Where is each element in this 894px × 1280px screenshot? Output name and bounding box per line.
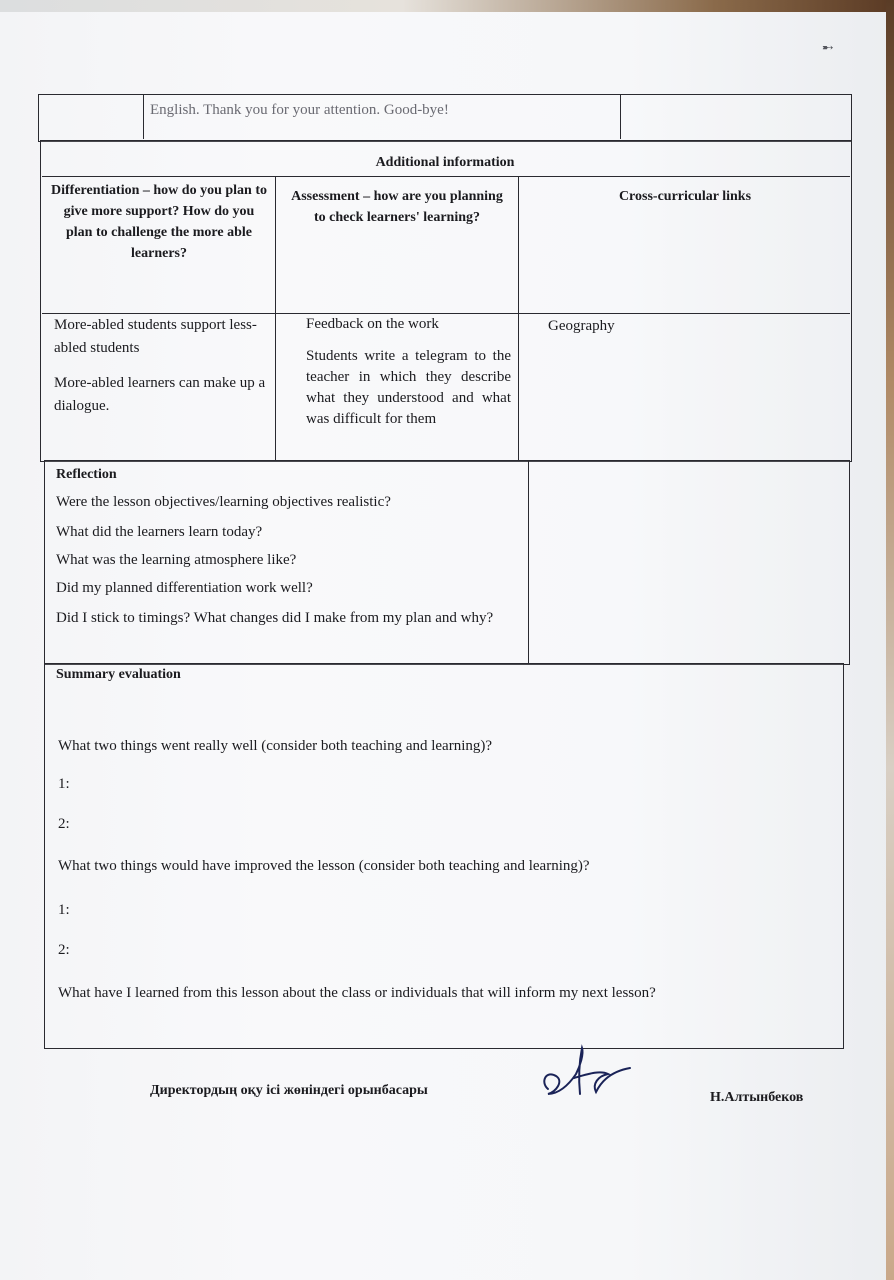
summary-question-3: What have I learned from this lesson about the class or individuals that will inform my next lesson? bbox=[58, 985, 656, 1001]
column-divider-2 bbox=[518, 176, 519, 460]
reflection-question: What did the learners learn today? bbox=[56, 524, 263, 540]
column-divider-1 bbox=[275, 176, 276, 460]
reflection-title: Reflection bbox=[56, 467, 117, 482]
signatory-name: Н.Алтынбеков bbox=[710, 1090, 804, 1105]
top-row-text: English. Thank you for your attention. Good-bye! bbox=[150, 102, 449, 118]
differentiation-text-2: More-abled learners can make up a dialogue. bbox=[54, 375, 266, 414]
assessment-text-1: Feedback on the work bbox=[306, 316, 439, 332]
summary-title: Summary evaluation bbox=[56, 667, 181, 682]
differentiation-text-1: More-abled students support less-abled students bbox=[54, 317, 257, 356]
summary-question-1: What two things went really well (consider both teaching and learning)? bbox=[58, 738, 493, 754]
rule bbox=[42, 176, 850, 177]
cross-curricular-text: Geography bbox=[548, 318, 615, 334]
reflection-question: Did I stick to timings? What changes did I make from my plan and why? bbox=[56, 610, 494, 626]
reflection-question: Were the lesson objectives/learning objectives realistic? bbox=[56, 494, 391, 510]
reflection-question: Did my planned differentiation work well? bbox=[56, 580, 313, 596]
summary-answer-label: 1: bbox=[58, 776, 70, 792]
summary-answer-label: 2: bbox=[58, 816, 70, 832]
summary-question-2: What two things would have improved the lesson (consider both teaching and learning)? bbox=[58, 858, 590, 874]
pen-mark-icon: ➸ bbox=[822, 41, 834, 56]
reflection-divider bbox=[528, 461, 529, 663]
cross-curricular-header: Cross-curricular links bbox=[618, 189, 752, 204]
signature-icon bbox=[538, 1044, 638, 1104]
additional-information-title: Additional information bbox=[375, 155, 515, 170]
background-edge-right bbox=[886, 0, 894, 1280]
summary-answer-label: 2: bbox=[58, 942, 70, 958]
top-row-divider bbox=[620, 95, 621, 139]
top-row-left-cell bbox=[40, 95, 144, 139]
signatory-position: Директордың оқу ісі жөніндегі орынбасары bbox=[150, 1083, 428, 1098]
reflection-question: What was the learning atmosphere like? bbox=[56, 552, 297, 568]
summary-answer-label: 1: bbox=[58, 902, 70, 918]
differentiation-header: Differentiation – how do you plan to give more support? How do you plan to challenge the more able learners? bbox=[51, 183, 267, 261]
assessment-header: Assessment – how are you planning to check learners' learning? bbox=[291, 189, 503, 225]
assessment-text-2: Students write a telegram to the teacher in which they describe what they understood and what was difficult for them bbox=[306, 348, 511, 427]
background-edge bbox=[0, 0, 894, 12]
